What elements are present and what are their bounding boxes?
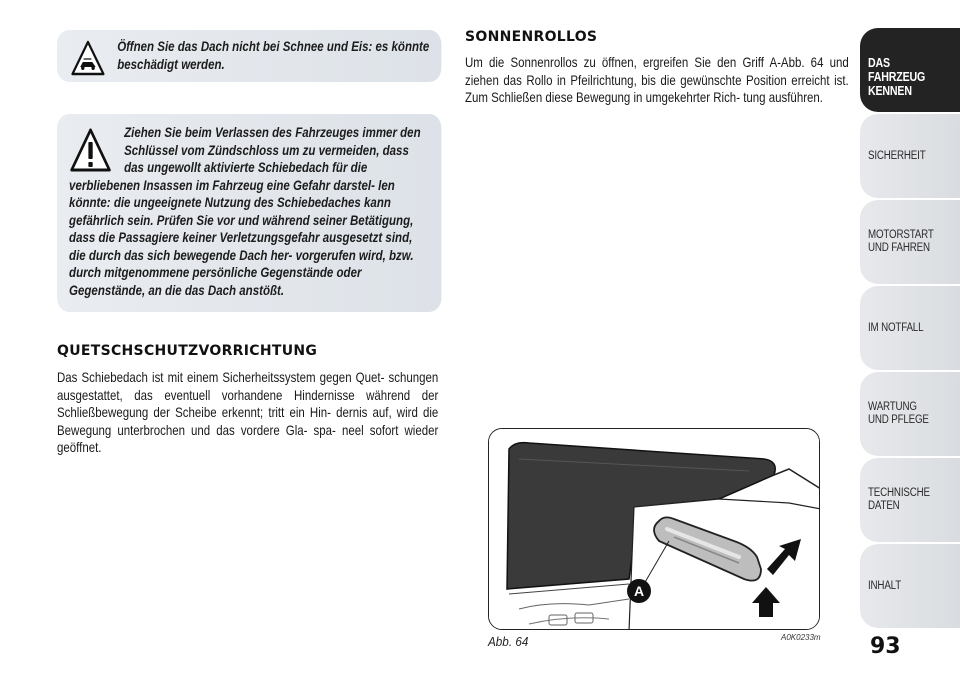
- chapter-tabs: [860, 28, 960, 630]
- sun-blind-illustration: [489, 429, 820, 630]
- tab-motorstart-und-fahren[interactable]: [860, 200, 960, 284]
- figure-caption: Abb. 64: [488, 634, 529, 649]
- warning-note-key: [57, 114, 441, 312]
- tab-label: DAS FAHRZEUG KENNEN: [868, 56, 926, 98]
- figure-code: A0K0233m: [781, 633, 821, 642]
- tab-label: INHALT: [868, 579, 902, 592]
- tab-wartung-und-pflege[interactable]: [860, 372, 960, 456]
- tab-label: TECHNISCHE DATEN: [868, 487, 930, 512]
- section-text-pinch-protection: Das Schiebedach ist mit einem Sicherheitssystem gegen Quet- schungen ausgestattet, das eventuell vorhandene Hindernisse während der Schließbewegung der Scheibe erkennt; tritt ein Hin- dernis auf, wird die Bewegung unterbrochen und das vordere Gla- spa- neel sofort wieder geöffnet.: [57, 369, 439, 456]
- section-heading-sun-blinds: SONNENROLLOS: [465, 29, 598, 45]
- warning-note-text: Ziehen Sie beim Verlassen des Fahrzeuges immer den Schlüssel vom Zündschloss um zu vermeiden, dass das ungewollt aktivierte Schiebedach für die verbliebenen Insassen im Fahrzeug eine Gefahr darstel- len könnte: die ungeeignete Nutzung des Schiebedaches kann gefährlich sein. Prüfen Sie vor und während seiner Betätigung, dass die Passagiere keiner Verletzungsgefahr ausgesetzt sind, die durch das sich bewegende Dach her- vorgerufen wird, bzw. durch mitgenommene persönliche Gegenstände oder Gegenstände, an die das Dach anstößt.: [69, 125, 421, 298]
- section-heading-pinch-protection: QUETSCHSCHUTZVORRICHTUNG: [57, 343, 318, 359]
- tab-das-fahrzeug-kennen[interactable]: [860, 28, 960, 112]
- tab-label: IM NOTFALL: [868, 321, 924, 334]
- car-roof-warning-icon: [71, 40, 105, 76]
- tab-label: SICHERHEIT: [868, 149, 926, 162]
- warning-note-text: Öffnen Sie das Dach nicht bei Schnee und Eis: es könnte beschädigt werden.: [117, 39, 430, 72]
- figure-label-a: A: [633, 583, 645, 599]
- tab-label: MOTORSTART UND FAHREN: [868, 229, 934, 254]
- tab-label: WARTUNG UND PFLEGE: [868, 401, 929, 426]
- tab-inhalt[interactable]: [860, 544, 960, 628]
- warning-note-roof-snow: [57, 30, 441, 82]
- tab-im-notfall[interactable]: [860, 286, 960, 370]
- exclamation-warning-icon: [69, 126, 112, 174]
- figure-sun-blind-handle: [488, 428, 820, 630]
- page-number: 93: [870, 634, 901, 659]
- tab-technische-daten[interactable]: [860, 458, 960, 542]
- section-text-sun-blinds: Um die Sonnenrollos zu öffnen, ergreifen Sie den Griff A-Abb. 64 und ziehen das Rollo in Pfeilrichtung, bis die gewünschte Position erreicht ist. Zum Schließen diese Bewegung in umgekehrter Rich- tung ausführen.: [465, 54, 849, 106]
- tab-sicherheit[interactable]: [860, 114, 960, 198]
